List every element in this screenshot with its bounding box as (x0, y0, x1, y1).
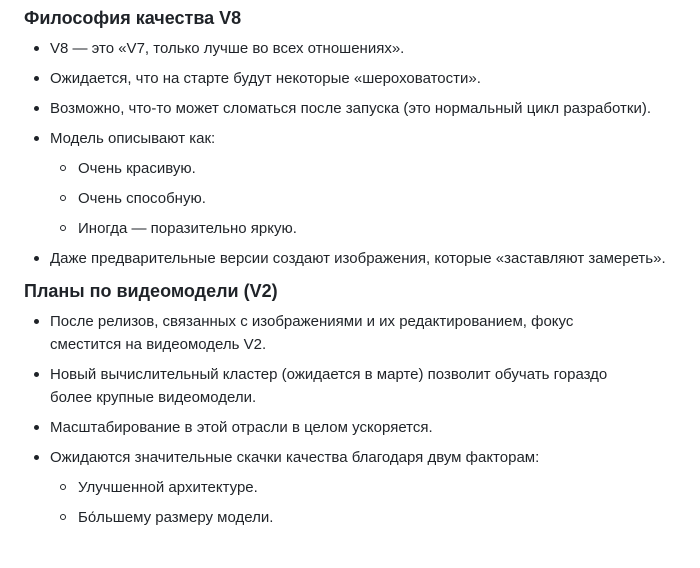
bullet-icon (34, 106, 39, 111)
circle-bullet-icon (60, 514, 66, 520)
sub-list (50, 476, 644, 529)
bullet-icon (34, 455, 39, 460)
list-item-text: Ожидается, что на старте будут некоторые «шероховатости». (50, 70, 481, 87)
sub-list-item (50, 476, 644, 499)
list-item-text: V8 — это «V7, только лучше во всех отношениях». (50, 40, 405, 57)
list-item-text: Масштабирование в этой отрасли в целом ускоряется. (50, 419, 433, 436)
sub-list-item-text: Очень способную. (78, 190, 206, 207)
sub-list-item (50, 217, 700, 240)
circle-bullet-icon (60, 195, 66, 201)
circle-bullet-icon (60, 225, 66, 231)
list-item-text: Модель описывают как: (50, 130, 216, 147)
list-item (24, 97, 700, 120)
sub-list-item (50, 187, 700, 210)
sub-list-item (50, 157, 700, 180)
sub-list (50, 157, 700, 240)
bullet-icon (34, 76, 39, 81)
list-item (24, 247, 700, 270)
list-item (24, 127, 700, 240)
list-item (24, 416, 644, 439)
circle-bullet-icon (60, 165, 66, 171)
bullet-icon (34, 136, 39, 141)
sub-list-item-text: Очень красивую. (78, 160, 196, 177)
sub-list-item-text: Бо́льшему размеру модели. (78, 509, 274, 526)
sub-list-item (50, 506, 644, 529)
list-item (24, 310, 644, 356)
section-heading-video: Планы по видеомодели (V2) (24, 281, 278, 301)
bullet-icon (34, 425, 39, 430)
circle-bullet-icon (60, 484, 66, 490)
list-item (24, 67, 700, 90)
list-item-text: Возможно, что-то может сломаться после запуска (это нормальный цикл разработки). (50, 100, 651, 117)
section-heading-quality: Философия качества V8 (24, 8, 242, 28)
list-item (24, 446, 644, 529)
bullet-icon (34, 372, 39, 377)
video-list (24, 310, 644, 529)
list-item-text: Новый вычислительный кластер (ожидается в марте) позволит обучать гораздо более крупные видеомодели. (50, 366, 608, 406)
quality-list (24, 37, 700, 270)
bullet-icon (34, 46, 39, 51)
bullet-icon (34, 256, 39, 261)
list-item-text: Даже предварительные версии создают изображения, которые «заставляют замереть». (50, 250, 666, 267)
list-item-text: Ожидаются значительные скачки качества благодаря двум факторам: (50, 449, 540, 466)
sub-list-item-text: Улучшенной архитектуре. (78, 479, 258, 496)
list-item (24, 37, 700, 60)
list-item (24, 363, 644, 409)
bullet-icon (34, 319, 39, 324)
list-item-text: После релизов, связанных с изображениями и их редактированием, фокус сместится на видеомодель V2. (50, 313, 574, 353)
sub-list-item-text: Иногда — поразительно яркую. (78, 220, 297, 237)
